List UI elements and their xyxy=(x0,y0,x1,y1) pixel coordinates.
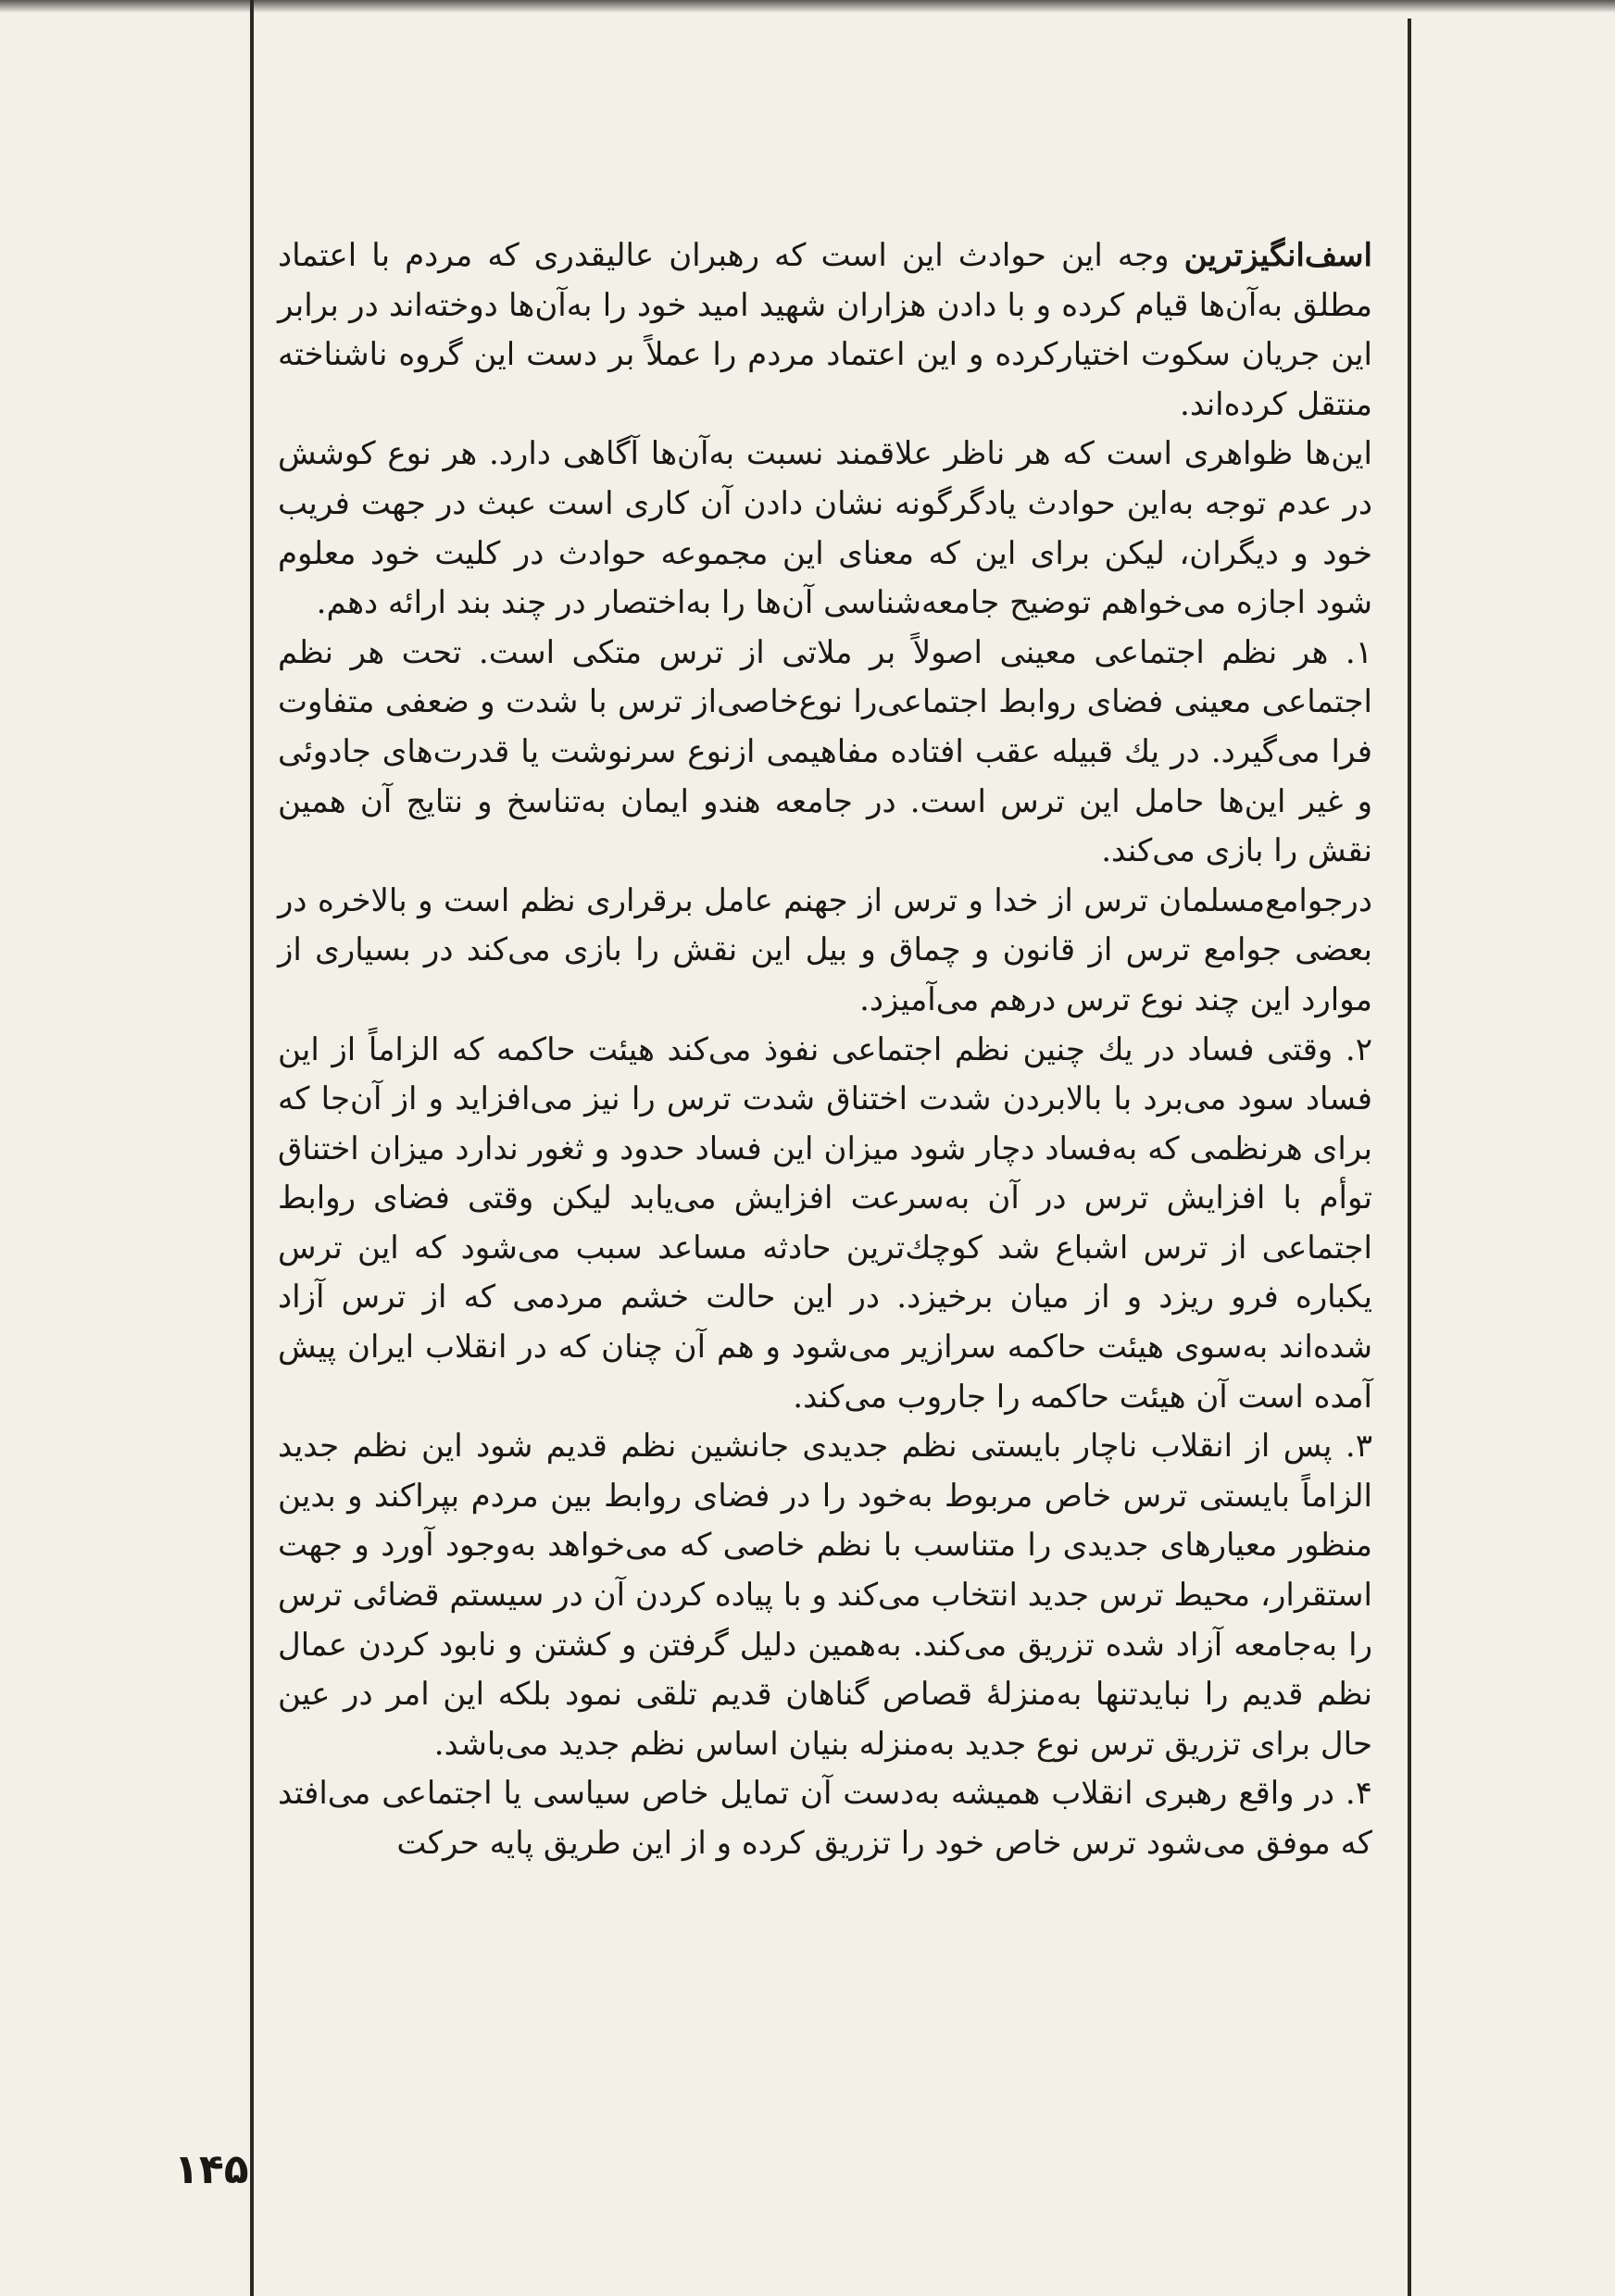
left-border-rule xyxy=(250,0,254,2296)
paragraph-lead: اسف‌انگیزترین xyxy=(1183,237,1372,274)
page-top-shadow xyxy=(0,0,1615,13)
paragraph-6: ۳. پس از انقلاب ناچار بایستی نظم جدیدی جانشین نظم قدیم شود این نظم جدید الزاماً بایستی ترس خاص مربوط به‌خود را در فضای روابط بین مردم بپراکند و بدین منظور معیارهای جدیدی را متناسب با نظم خاصی که می‌خواهد به‌وجود آورد و جهت استقرار، محیط ترس جدید انتخاب می‌کند و با پیاده کردن آن در سیستم قضائی ترس را به‌جامعه آزاد شده تزریق می‌کند. به‌همین دلیل گرفتن و کشتن و نابود کردن عمال نظم قدیم را نبایدتنها به‌منزلهٔ قصاص گناهان قدیم تلقی نمود بلکه این امر در عین حال برای تزریق ترس نوع جدید به‌منزله بنیان اساس نظم جدید می‌باشد. xyxy=(278,1428,1372,1763)
paragraph-text: وجه این حوادث این است که رهبران عالیقدری که مردم با اعتماد مطلق به‌آن‌ها قیام کرده و با دادن هزاران شهید امید خود را به‌آن‌ها دوخته‌اند در برابر این جریان سکوت اختیارکرده و این اعتماد مردم را عملاً بر دست این گروه ناشناخته منتقل کرده‌اند. xyxy=(278,237,1372,423)
paragraph-3: ۱. هر نظم اجتماعی معینی اصولاً بر ملاتی از ترس متکی است. تحت هر نظم اجتماعی معینی فضای روابط اجتماعی‌را نوع‌خاصی‌از ترس با شدت و ضعفی متفاوت فرا می‌گیرد. در یك قبیله عقب افتاده مفاهیمی ازنوع سرنوشت یا قدرت‌های جادوئی و غیر این‌ها حامل این ترس است. در جامعه هندو ایمان به‌تناسخ و نتایج آن همین نقش را بازی می‌کند. xyxy=(278,633,1372,870)
paragraph-5: ۲. وقتی فساد در یك چنین نظم اجتماعی نفوذ می‌کند هیئت حاکمه که الزاماً از این فساد سود می‌برد با بالابردن شدت اختناق شدت ترس را نیز می‌افزاید و از آن‌جا که برای هرنظمی که به‌فساد دچار شود میزان این فساد حدود و ثغور ندارد میزان اختناق توأم با افزایش ترس در آن به‌سرعت افزایش می‌یابد لیکن وقتی فضای روابط اجتماعی از ترس اشباع شد کوچك‌ترین حادثه مساعد سبب می‌شود که این ترس یکباره فرو ریزد و از میان برخیزد. در این حالت خشم مردمی که از ترس آزاد شده‌اند به‌سوی هیئت حاکمه سرازیر می‌شود و هم آن چنان که در انقلاب ایران پیش آمده است آن هیئت حاکمه را جاروب می‌کند. xyxy=(278,1030,1373,1416)
paragraph-2: این‌ها ظواهری است که هر ناظر علاقمند نسبت به‌آن‌ها آگاهی دارد. هر نوع کوشش در عدم توجه به‌این حوادث یادگرگونه نشان دادن آن کاری است عبث در جهت فریب خود و دیگران، لیکن برای این که معنای این مجموعه حوادث در کلیت خود معلوم شود اجازه می‌خواهم توضیح جامعه‌شناسی آن‌ها را به‌اختصار در چند بند ارائه دهم. xyxy=(278,435,1372,622)
right-border-rule xyxy=(1408,19,1411,2296)
page-number: ۱۴۵ xyxy=(174,2146,249,2193)
paragraph-1 xyxy=(278,231,1372,430)
paragraph-4: درجوامع‌مسلمان ترس از خدا و ترس از جهنم عامل برقراری نظم است و بالاخره در بعضی جوامع ترس از قانون و چماق و بیل این نقش را بازی می‌کند در بسیاری از موارد این چند نوع ترس درهم می‌آمیزد. xyxy=(278,881,1372,1018)
paragraph-7: ۴. در واقع رهبری انقلاب همیشه به‌دست آن تمایل خاص سیاسی یا اجتماعی می‌افتد که موفق می‌شود ترس خاص خود را تزریق کرده و از این طریق پایه حرکت xyxy=(278,1775,1372,1862)
body-text xyxy=(278,231,1372,1869)
